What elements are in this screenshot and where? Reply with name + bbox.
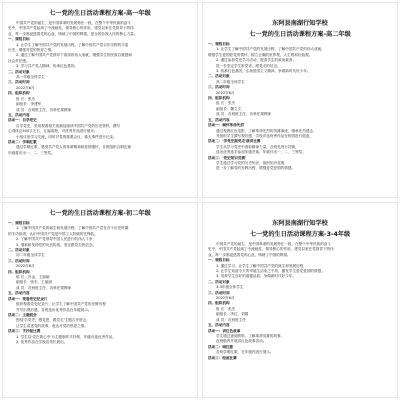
text-line: 五、活动内容 [208, 323, 230, 328]
page-body [8, 221, 192, 345]
text-line: 高一年级全体学生 [16, 75, 45, 80]
text-line: 三、活动时间 [208, 85, 230, 90]
text-line: 3-4年级全体学生 [216, 285, 244, 290]
text-line: 二、活动对象 [8, 69, 30, 74]
text-line: 自学党史，采用观看相关视频及阅读中国共产党的历史资料，撰写 [16, 123, 121, 128]
text-line: 二、活动对象 [8, 248, 30, 253]
text-line: 并写出观后感，各班选出优秀作品在年级展示。 [16, 307, 92, 312]
text-line: 进一步了解党的光辉历程，增强爱党爱国的情感。 [216, 166, 296, 171]
text-line: 学生从学习党史中汲取精神力量，各班先进行初赛， [216, 144, 299, 149]
document-page-1 [2, 2, 198, 198]
text-line: 四、组织机构 [8, 91, 30, 96]
text-line: 学生通过查阅资料，了解革命英雄的故事， [216, 333, 285, 338]
text-line: 活动二：'学党史跟党走'演讲比赛 [208, 139, 261, 144]
text-line: 2022年6月 [216, 296, 235, 301]
text-line: 成 员：各班班主任 [216, 317, 246, 322]
text-line: 活动三：手抄报比赛 [8, 329, 41, 334]
text-line: 2022年6月 [216, 90, 235, 95]
text-line: 进一步坚定学生听党话、跟党走的信念。 [216, 63, 281, 68]
text-line: 的丰功伟绩，认识中国共产党是中国工人阶级的先锋队。 [8, 231, 98, 236]
text-line: 三、活动时间 [208, 290, 230, 295]
text-line: 成 员：各班班主任，各科任课教师 [216, 112, 272, 117]
text-line: 五、活动内容 [8, 112, 30, 117]
text-line: 社会责任感。 [8, 58, 30, 63]
text-line: 历史，增强对党的热爱之情。 [8, 48, 55, 53]
text-line: 初二年级全体学生 [16, 253, 45, 258]
page-body [208, 242, 392, 361]
text-line: 选出优秀选手参加年级决赛，年级评出一、二、三等奖。 [216, 150, 306, 155]
text-line: 2022年6月 [16, 264, 35, 269]
page-title: 七一党的生日活动课程方案-3-4年级 [249, 231, 351, 238]
text-line: 学生通过学习党的历史知识，组织知识竞赛， [216, 160, 288, 165]
text-line: 副组长：魏立文 [216, 106, 242, 111]
text-line: 通过学唱红歌，感受共产党人的革命精神和爱国情怀，各班组织合唱比赛 [16, 145, 131, 150]
text-line: 1. 让学生了解中国共产党的发展历程，了解中国共产党的伟大成就， [216, 47, 325, 52]
document-page-3 [2, 202, 198, 398]
text-line: 1. 了解中国共产党的诞生和发展历程，了解中国共产党在各个历史时期 [16, 226, 129, 231]
text-line: 活动三：'党史知识竞赛' [208, 155, 247, 160]
text-line: 组 长：张杰 [216, 101, 236, 106]
text-line: 成 员：各班班主任，各科任课教师 [16, 107, 72, 112]
text-line: 3. 传承红色基因，弘扬爱国主义精神，争做新时代好少年。 [216, 69, 311, 74]
text-line: 组 长：冯金、王丽丽 [16, 275, 50, 280]
text-line: 一、课程目标 [208, 42, 230, 46]
text-line: 3. 培养学生良好的道德品质，争做新时代好少年。 [216, 274, 297, 279]
text-line: 在班级内开展讲红色故事活动。 [216, 339, 267, 344]
text-line: 心得体会500字左右，汇编成册，对优秀作品进行展评。 [8, 129, 98, 134]
text-line: 2. 通过参加党史学习活动，提高学生的政治素养， [216, 58, 297, 63]
text-line: 业，每一步都浸透着党的心血，铸就了中国的辉煌。 [208, 252, 291, 257]
text-line: 五、活动内容 [8, 291, 30, 296]
text-line: 小组讨论学习交流，同时对党的重要会议，重大事件进行记录。 [16, 134, 117, 139]
text-line: 活动二：学唱红歌 [8, 139, 37, 144]
text-line: 高二年级全体学生 [216, 79, 245, 84]
text-line: 三、活动时间 [8, 258, 30, 263]
text-line: 史中，中国共产党起到了中流砥柱，领导核心的作用，建党以来在党领导下的伟 [208, 247, 334, 252]
page-body [8, 21, 192, 156]
text-line: 四、组织机构 [208, 96, 230, 101]
document-page-4 [202, 202, 398, 398]
text-line: 中国共产党的诞生，是中国革命的发展势在一段，在整个中华民族的奋斗 [216, 242, 331, 246]
text-line: 业，每一步都浸透着党的心血，铸就了中国的辉煌，是全国各族人民的核心力量。 [8, 31, 138, 36]
text-line: 副组长：张东、王丽丽 [16, 280, 52, 285]
text-line: 二、活动对象 [208, 279, 230, 284]
text-line: 副组长：李建军 [16, 102, 42, 107]
text-line: 一、课程目标 [8, 37, 30, 42]
text-line: 3. 学习共产党人精神，传承红色基因。 [16, 64, 79, 69]
text-line: 二、活动对象 [208, 74, 230, 79]
text-line: 四、组织机构 [208, 301, 230, 306]
text-line: 围绕'学党史，感党恩，跟党走'主题召开班会， [16, 318, 90, 323]
text-line: 1. 学生以'党在我心中'为主题制作手抄报，年级评选优秀作品。 [16, 334, 116, 339]
text-line: 活动一：自学党史 [8, 118, 37, 123]
text-line: 副组长：李红、刘娟 [216, 312, 249, 317]
text-line: 通过观看红色电影，了解革命先烈的英雄事迹，继承先烈遗志， [216, 128, 317, 133]
page-title: 七一党的生日活动课程方案-高二年级 [249, 31, 351, 38]
text-line: 2. 通过了解中国共产党领导下取得的伟大成就，增强学生的民族自豪感和 [16, 53, 132, 58]
page-title: 七一党的生日活动课程方案-初二年级 [49, 210, 151, 217]
text-line: 活动二：唱红歌 [208, 344, 234, 349]
text-line: 三、活动时间 [8, 80, 30, 85]
text-line: 增强学生爱国爱党的情怀，树立正确的世界观、人生观和价值观。 [208, 52, 313, 57]
text-line: 一、课程目标 [208, 258, 230, 263]
page-title: 七一党的生日活动课程方案-高一年级 [49, 10, 151, 17]
text-line: 2. 让学生知道今天的幸福生活来之不易，激发学生爱党爱国的情感。 [216, 269, 325, 274]
text-line: 3. 继承和发扬党的优良传统，坚定跟党走的信念。 [16, 242, 97, 247]
text-line: 一、课程目标 [8, 221, 30, 225]
text-line: 2022年6月 [16, 85, 35, 90]
school-name: 东阿县南湖行知学校 [272, 20, 328, 27]
text-line: 年级将评出一、二、三等奖。 [8, 150, 55, 155]
text-line: 组 长：张杰 [216, 306, 236, 311]
text-line: 史中，中国共产党起到了中流砥柱，领导核心的作用，建党以来在党领导下的伟 [8, 26, 134, 31]
text-line: 组 长：张杰 [16, 96, 36, 101]
text-line: 活动一：缅怀革命先烈 [208, 123, 244, 128]
text-line: 四、组织机构 [8, 269, 30, 274]
text-line: 各班学唱红歌，在年级内进行展示。 [216, 350, 274, 355]
school-name: 东阿县南湖行知学校 [272, 220, 328, 227]
text-line: 中国共产党的诞生，是中国革命的发展势在一段，在整个中华民族的奋斗 [16, 21, 131, 25]
text-line: 活动一：讲红色故事 [208, 328, 241, 333]
text-line: 活动一：观看党史纪录片 [8, 296, 48, 301]
page-body [208, 42, 392, 172]
text-line: 组织观看党史纪录片，让学生了解中国共产党的光辉历程 [16, 302, 106, 307]
text-line: 活动三：绘画比赛 [208, 355, 237, 360]
text-line: 1. 让学生了解中国共产党的发展历程，了解中国共产党百年历程的丰富 [16, 42, 129, 47]
text-line: 1. 通过学习，让学生了解中国共产党的诞生和发展历程， [216, 263, 307, 268]
text-line: 2. 优秀作品在学校宣传栏展出。 [16, 339, 68, 344]
text-line: 五、活动内容 [208, 117, 230, 122]
text-line: 并组织学生撰写观后感，学校评选优秀作品在校园进行展览， [216, 133, 314, 138]
document-page-2 [202, 2, 398, 198]
text-line: 2. 了解中国共产党领导中国人民进行的伟大斗争， [16, 237, 97, 242]
text-line: 成 员：各班班主任，各科任课教师 [16, 285, 72, 290]
text-line: 让学生讲述党的故事，表达对党的热爱之情。 [16, 323, 88, 328]
text-line: 活动二：主题班会 [8, 312, 37, 317]
